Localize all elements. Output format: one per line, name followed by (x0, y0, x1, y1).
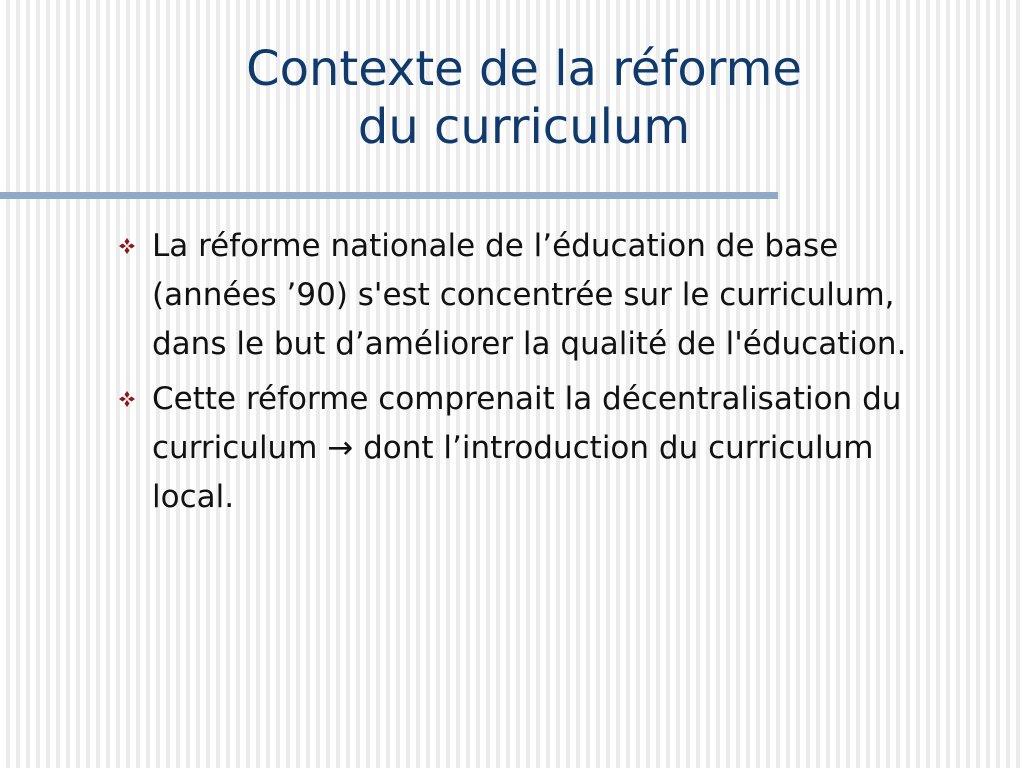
slide-title-line-1: Contexte de la réforme (246, 41, 802, 97)
bullet-item (118, 222, 918, 369)
slide-title (0, 40, 1024, 156)
bullet-list (118, 222, 918, 528)
title-divider (0, 192, 778, 199)
bullet-text: La réforme nationale de l’éducation de base (années ’90) s'est concentrée sur le curriculum, dans le but d’améliorer la qualité de l'éducation. (152, 228, 907, 362)
bullet-text: Cette réforme comprenait la décentralisation du curriculum → dont l’introduction du curriculum local. (152, 381, 902, 515)
diamond-bullet-icon (118, 390, 136, 408)
slide-title-line-2: du curriculum (357, 99, 691, 155)
diamond-bullet-icon (118, 237, 136, 255)
bullet-item (118, 375, 918, 522)
